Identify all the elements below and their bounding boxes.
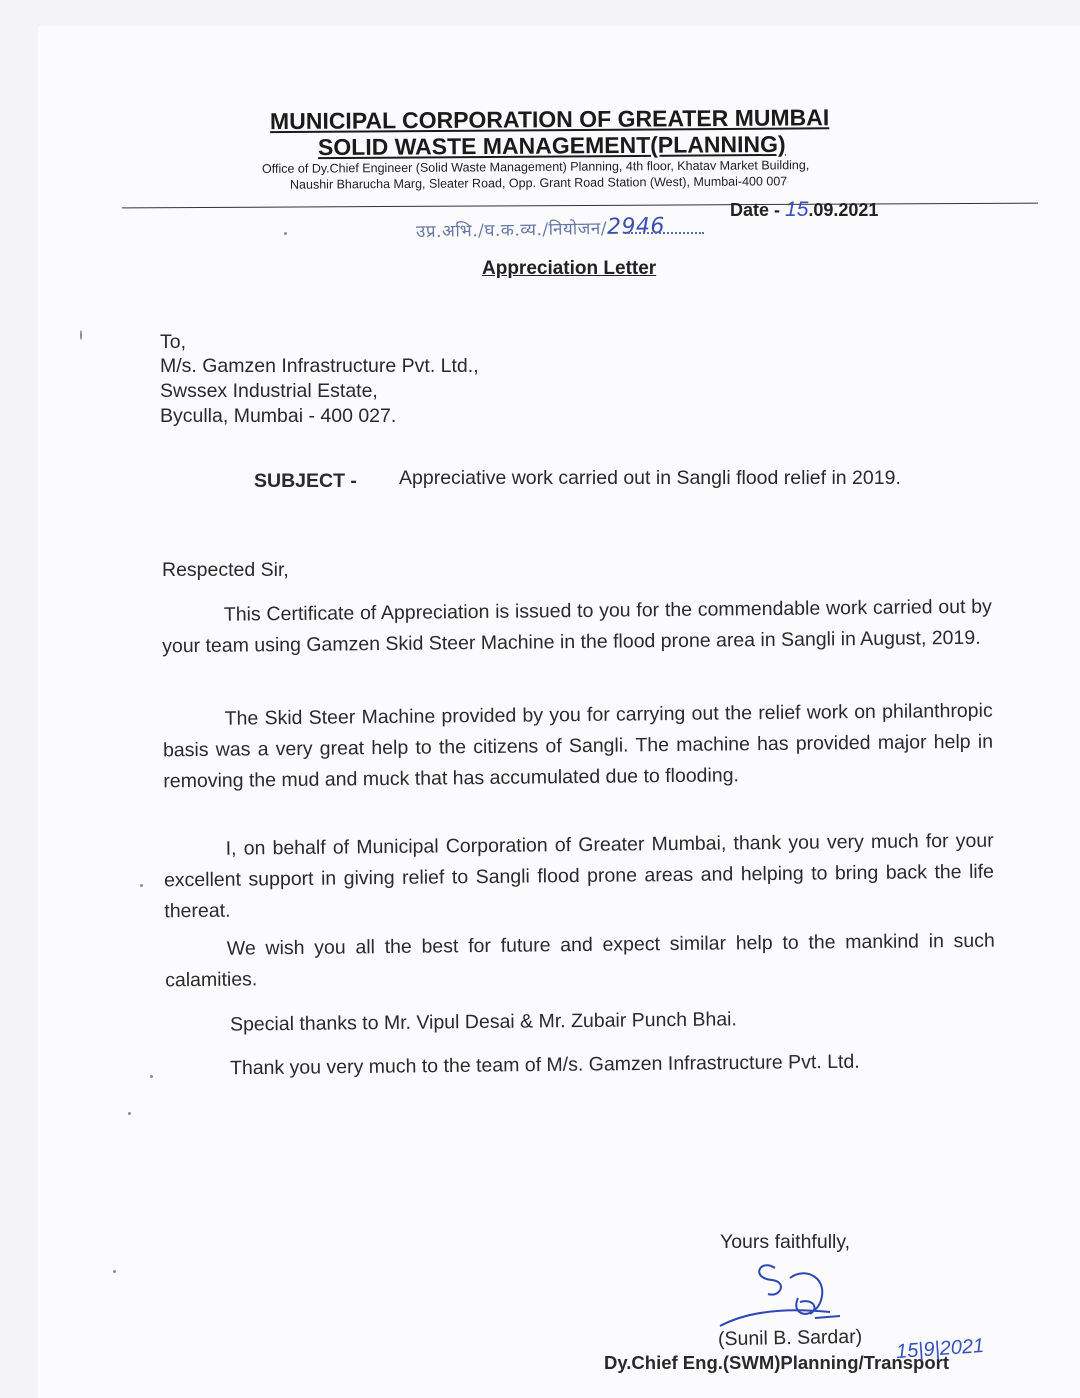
scan-speck [150,1075,153,1078]
reference-prefix: उप्र.अभि./घ.क.व्य./नियोजन/ [415,218,608,243]
subject-text: Appreciative work carried out in Sangli flood relief in 2019. [399,467,901,489]
subject-label: SUBJECT - [254,470,357,492]
scan-speck [284,232,287,235]
paragraph-2-text: The Skid Steer Machine provided by you for carrying out the relief work on philanthropic basis was a very great help to the citizens of Sangli. The machine has provided major help in removing the mud and muck that has accumulated due to flooding. [162,699,994,793]
reference-number: 2946 [606,213,666,240]
letter-date [730,198,878,222]
signatory-name: (Sunil B. Sardar) [717,1325,863,1351]
scan-speck [140,884,143,887]
date-day-handwritten: 15 [785,198,809,221]
paragraph-1-text: This Certificate of Appreciation is issued to you for the commendable work carried out by your team using Gamzen Skid Steer Machine in the flood prone area in Sangli in August, 2019. [162,595,992,658]
body-paragraph-1 [162,592,993,663]
body-paragraph-3 [164,826,995,928]
salutation: Respected Sir, [162,559,289,581]
body-paragraph-5: Special thanks to Mr. Vipul Desai & Mr. Zubair Punch Bhai. [229,1008,737,1036]
office-address-line-2: Naushir Bharucha Marg, Sleater Road, Opp. Grant Road Station (West), Mumbai-400 007 [289,174,788,192]
scan-speck [80,330,82,340]
reference-number-stamp [416,214,665,243]
recipient-to: To, [160,331,187,353]
reference-dotted-line [628,232,704,234]
handwritten-sign-date: 15|9|2021 [895,1334,985,1364]
body-paragraph-2 [163,696,994,798]
date-rest: .09.2021 [808,200,879,220]
body-paragraph-6: Thank you very much to the team of M/s. Gamzen Infrastructure Pvt. Ltd. [229,1050,860,1080]
paragraph-3-text: I, on behalf of Municipal Corporation of Greater Mumbai, thank you very much for your excellent support in giving relief to Sangli flood prone areas and helping to bring back the life thereat. [163,829,995,923]
office-address-line-1: Office of Dy.Chief Engineer (Solid Waste Management) Planning, 4th floor, Khatav Market Building, [261,158,810,176]
organization-name: MUNICIPAL CORPORATION OF GREATER MUMBAI [269,104,830,135]
body-paragraph-4 [165,926,996,997]
date-label: Date - [730,200,786,220]
scan-speck [128,1112,131,1115]
closing-phrase: Yours faithfully, [720,1231,851,1253]
scan-speck [113,1270,116,1273]
department-name: SOLID WASTE MANAGEMENT(PLANNING) [317,130,786,161]
letter-title: Appreciation Letter [482,258,657,279]
recipient-name: M/s. Gamzen Infrastructure Pvt. Ltd., [160,355,479,377]
recipient-address-line-2: Byculla, Mumbai - 400 027. [160,405,397,427]
paragraph-4-text: We wish you all the best for future and expect similar help to the mankind in such calamities. [165,929,995,992]
recipient-address-line-1: Swssex Industrial Estate, [160,380,378,402]
signatory-designation: Dy.Chief Eng.(SWM)Planning/Transport [604,1352,949,1373]
